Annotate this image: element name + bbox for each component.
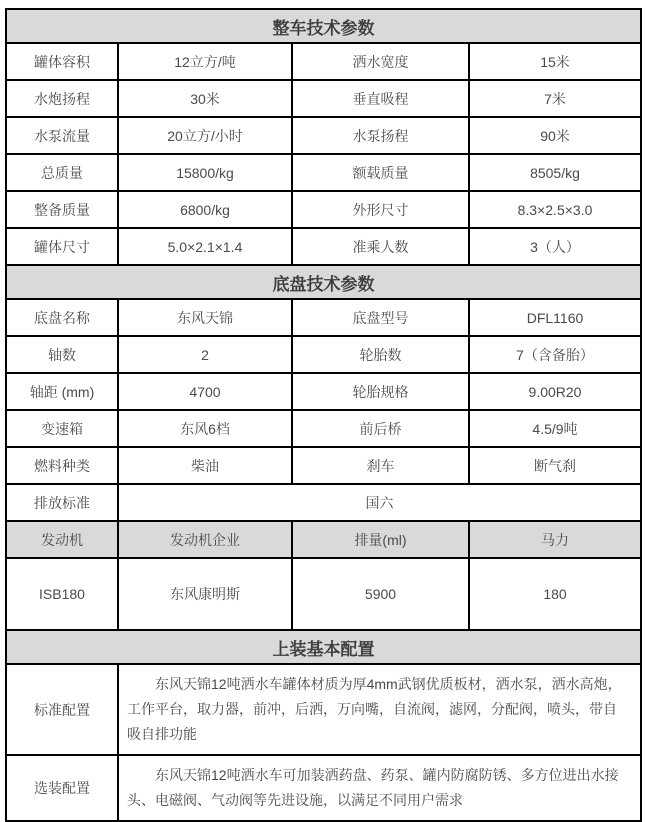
spec-value-cell: 轮胎规格 — [292, 373, 469, 410]
spec-label-cell: 排放标准 — [6, 484, 118, 521]
spec-value-cell: 国六 — [118, 484, 641, 521]
spec-label-cell: 选装配置 — [6, 755, 118, 821]
spec-value-cell: 7（含备胎） — [469, 336, 641, 373]
spec-row — [6, 521, 641, 558]
section-header-row — [6, 630, 641, 664]
spec-label-cell: 轴数 — [6, 336, 118, 373]
spec-value-cell: 8.3×2.5×3.0 — [469, 191, 641, 228]
spec-value-cell: 90米 — [469, 117, 641, 154]
spec-row — [6, 43, 641, 80]
spec-value-cell: 2 — [118, 336, 292, 373]
spec-value-cell: 发动机企业 — [118, 521, 292, 558]
spec-label-cell: 总质量 — [6, 154, 118, 191]
spec-value-cell: 外形尺寸 — [292, 191, 469, 228]
spec-value-cell: 4700 — [118, 373, 292, 410]
section-title: 底盘技术参数 — [6, 265, 641, 299]
spec-row — [6, 484, 641, 521]
spec-value-cell: 5.0×2.1×1.4 — [118, 228, 292, 265]
spec-label-cell: 水泵流量 — [6, 117, 118, 154]
spec-table — [5, 8, 642, 822]
spec-value-cell: 东风天锦12吨洒水车罐体材质为厚4mm武钢优质板材，洒水泵，洒水高炮，工作平台，取力器，前冲，后洒，万向嘴，自流阀，滤网，分配阀，喷头，带自吸自排功能 — [118, 664, 641, 755]
spec-row — [6, 154, 641, 191]
spec-row — [6, 191, 641, 228]
spec-value-cell: 马力 — [469, 521, 641, 558]
spec-row — [6, 336, 641, 373]
spec-row — [6, 117, 641, 154]
spec-value-cell: 东风6档 — [118, 410, 292, 447]
section-title: 整车技术参数 — [6, 9, 641, 43]
spec-label-cell: 发动机 — [6, 521, 118, 558]
spec-label-cell: 整备质量 — [6, 191, 118, 228]
spec-value-cell: 30米 — [118, 80, 292, 117]
spec-value-cell: DFL1160 — [469, 299, 641, 336]
section-header-row — [6, 9, 641, 43]
spec-label-cell: 罐体尺寸 — [6, 228, 118, 265]
spec-label-cell: 罐体容积 — [6, 43, 118, 80]
spec-value-cell: 水泵扬程 — [292, 117, 469, 154]
spec-value-cell: 15米 — [469, 43, 641, 80]
spec-value-cell: 180 — [469, 558, 641, 630]
spec-value-cell: 准乘人数 — [292, 228, 469, 265]
section-title: 上装基本配置 — [6, 630, 641, 664]
spec-value-cell: 15800/kg — [118, 154, 292, 191]
spec-value-cell: 东风天锦12吨洒水车可加装洒药盘、药泵、罐内防腐防锈、多方位进出水接头、电磁阀、气动阀等先进设施，以满足不同用户需求 — [118, 755, 641, 821]
spec-value-cell: 洒水宽度 — [292, 43, 469, 80]
spec-value-cell: 柴油 — [118, 447, 292, 484]
spec-row — [6, 755, 641, 821]
spec-row — [6, 373, 641, 410]
spec-row — [6, 447, 641, 484]
spec-value-cell: 8505/kg — [469, 154, 641, 191]
spec-value-cell: 12立方/吨 — [118, 43, 292, 80]
spec-row — [6, 410, 641, 447]
spec-row — [6, 80, 641, 117]
spec-value-cell: 前后桥 — [292, 410, 469, 447]
spec-label-cell: ISB180 — [6, 558, 118, 630]
spec-label-cell: 轴距 (mm) — [6, 373, 118, 410]
spec-value-cell: 20立方/小时 — [118, 117, 292, 154]
spec-value-cell: 5900 — [292, 558, 469, 630]
spec-value-cell: 9.00R20 — [469, 373, 641, 410]
spec-value-cell: 断气刹 — [469, 447, 641, 484]
spec-label-cell: 燃料种类 — [6, 447, 118, 484]
spec-row — [6, 228, 641, 265]
spec-label-cell: 变速箱 — [6, 410, 118, 447]
spec-label-cell: 标准配置 — [6, 664, 118, 755]
spec-table-body — [6, 9, 641, 821]
spec-row — [6, 558, 641, 630]
spec-value-cell: 东风康明斯 — [118, 558, 292, 630]
section-header-row — [6, 265, 641, 299]
spec-value-cell: 7米 — [469, 80, 641, 117]
spec-value-cell: 3（人） — [469, 228, 641, 265]
spec-value-cell: 东风天锦 — [118, 299, 292, 336]
spec-row — [6, 664, 641, 755]
spec-label-cell: 底盘名称 — [6, 299, 118, 336]
spec-label-cell: 水炮扬程 — [6, 80, 118, 117]
spec-value-cell: 额载质量 — [292, 154, 469, 191]
spec-value-cell: 6800/kg — [118, 191, 292, 228]
spec-value-cell: 轮胎数 — [292, 336, 469, 373]
spec-value-cell: 刹车 — [292, 447, 469, 484]
spec-value-cell: 排量(ml) — [292, 521, 469, 558]
spec-value-cell: 底盘型号 — [292, 299, 469, 336]
spec-value-cell: 4.5/9吨 — [469, 410, 641, 447]
spec-row — [6, 299, 641, 336]
spec-value-cell: 垂直吸程 — [292, 80, 469, 117]
